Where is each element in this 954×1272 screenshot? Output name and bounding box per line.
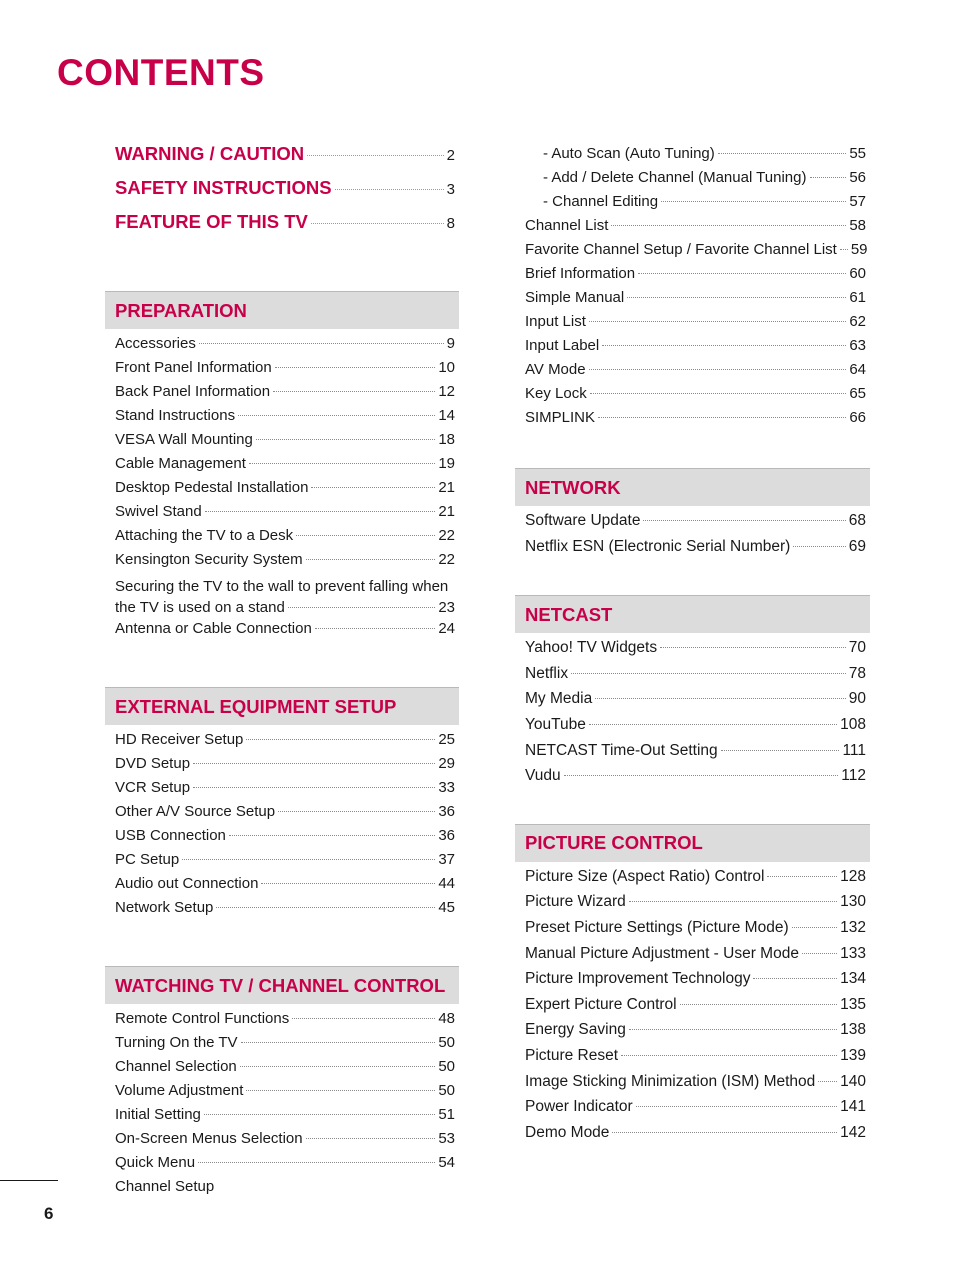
toc-entry[interactable] — [525, 716, 866, 742]
entry-list — [105, 725, 459, 923]
entry-label: USB Connection — [115, 827, 226, 844]
toc-entry[interactable] — [115, 503, 455, 527]
entry-page-number: 25 — [438, 731, 455, 748]
leader-dots — [275, 367, 436, 368]
leader-dots — [629, 901, 837, 902]
leader-dots — [595, 698, 846, 699]
leader-dots — [589, 369, 847, 370]
toc-entry[interactable] — [115, 827, 455, 851]
toc-entry[interactable] — [115, 1010, 455, 1034]
toc-entry[interactable] — [115, 803, 455, 827]
leader-dots — [256, 439, 435, 440]
entry-page-number: 132 — [840, 918, 866, 936]
footer-rule — [0, 1180, 58, 1181]
toc-entry[interactable] — [525, 690, 866, 716]
entry-label: Input List — [525, 313, 586, 330]
entry-label: - Auto Scan (Auto Tuning) — [543, 145, 715, 162]
section-watching-tv — [105, 966, 459, 1202]
entry-page-number: 57 — [849, 193, 866, 210]
entry-page-number: 50 — [438, 1034, 455, 1051]
leader-dots — [216, 907, 435, 908]
toc-entry[interactable] — [115, 1034, 455, 1058]
toc-entry[interactable] — [115, 1106, 455, 1130]
leader-dots — [792, 927, 838, 928]
entry-label: Netflix ESN (Electronic Serial Number) — [525, 537, 791, 555]
entry-page-number: 29 — [438, 755, 455, 772]
entry-label: AV Mode — [525, 361, 586, 378]
toc-entry[interactable] — [525, 289, 866, 313]
leader-dots — [643, 520, 845, 521]
leader-dots — [612, 1132, 837, 1133]
toc-entry[interactable] — [115, 479, 455, 503]
leader-dots — [193, 787, 435, 788]
left-column — [105, 143, 459, 1202]
entry-page-number: 78 — [848, 664, 866, 682]
entry-page-number: 68 — [848, 512, 866, 529]
section-preparation — [105, 291, 459, 644]
entry-page-number: 45 — [438, 899, 455, 916]
entry-label: Desktop Pedestal Installation — [115, 479, 309, 496]
toc-entry[interactable] — [115, 779, 455, 803]
leader-dots — [793, 546, 845, 547]
entry-label: VESA Wall Mounting — [115, 431, 253, 448]
toc-entry[interactable] — [115, 527, 455, 551]
toc-entry[interactable]: Securing the TV to the wall to prevent falling when the TV is used on a stand 23 — [115, 578, 455, 616]
leader-dots — [240, 1066, 436, 1067]
leader-dots — [273, 391, 435, 392]
toc-entry[interactable] — [525, 919, 866, 945]
toc-entry[interactable] — [525, 217, 866, 241]
entry-label: Volume Adjustment — [115, 1082, 244, 1099]
entry-page-number: 66 — [849, 409, 866, 426]
entry-page-number: 70 — [848, 639, 866, 657]
leader-dots — [205, 511, 436, 512]
entry-label: Remote Control Functions — [115, 1010, 290, 1027]
leader-dots — [602, 345, 846, 346]
toc-entry[interactable] — [115, 359, 455, 383]
leader-dots — [590, 393, 847, 394]
toc-entry[interactable] — [115, 1154, 455, 1178]
leader-dots — [307, 155, 444, 156]
section-heading: PICTURE CONTROL — [515, 824, 870, 862]
toc-entry[interactable] — [115, 455, 455, 479]
entry-page-number: 50 — [438, 1082, 455, 1099]
toc-entry[interactable] — [525, 145, 866, 169]
entry-list — [525, 145, 866, 217]
entry-label: DVD Setup — [115, 755, 191, 772]
leader-dots — [193, 763, 435, 764]
entry-page-number: 108 — [840, 715, 866, 733]
leader-dots — [246, 739, 435, 740]
entry-page-number: 53 — [438, 1130, 455, 1147]
entry-page-number: 61 — [849, 289, 866, 306]
leader-dots — [249, 463, 435, 464]
entry-page-number: 21 — [438, 503, 455, 520]
section-external-equipment — [105, 687, 459, 923]
leader-dots — [840, 249, 848, 250]
entry-page-number: 9 — [446, 335, 455, 352]
toc-entry[interactable] — [525, 1098, 866, 1124]
toc-entry[interactable] — [115, 407, 455, 431]
entry-label: Stand Instructions — [115, 407, 236, 424]
entry-list — [515, 506, 870, 563]
toc-entry[interactable] — [115, 731, 455, 755]
entry-page-number: 139 — [840, 1046, 866, 1064]
toc-entry[interactable] — [115, 431, 455, 455]
leader-dots — [296, 535, 435, 536]
leader-dots — [818, 1081, 837, 1082]
entry-page-number: 142 — [840, 1123, 866, 1141]
entry-label: SIMPLINK — [525, 409, 596, 426]
toc-entry[interactable] — [115, 851, 455, 875]
leader-dots — [292, 1018, 435, 1019]
toc-entry[interactable] — [525, 1124, 866, 1150]
entry-page-number: 37 — [438, 851, 455, 868]
leader-dots — [810, 177, 847, 178]
entry-label: Key Lock — [525, 385, 587, 402]
toc-entry[interactable] — [525, 265, 866, 289]
leader-dots — [335, 189, 444, 190]
entry-page-number: 69 — [848, 537, 866, 555]
entry-label: Channel List — [525, 217, 609, 234]
entry-label: Picture Improvement Technology — [525, 970, 751, 988]
toc-entry[interactable] — [525, 361, 866, 385]
toc-entry[interactable] — [525, 241, 866, 265]
entry-label: VCR Setup — [115, 779, 191, 796]
leader-dots — [306, 1138, 436, 1139]
entry-page-number: 90 — [848, 690, 866, 708]
entry-label: Quick Menu — [115, 1154, 196, 1171]
entry-page-number: 58 — [849, 217, 866, 234]
leader-dots — [802, 953, 837, 954]
leader-dots — [288, 607, 435, 608]
entry-page-number: 12 — [438, 383, 455, 400]
leader-dots — [611, 225, 846, 226]
entry-page-number: 36 — [438, 827, 455, 844]
leader-dots — [306, 559, 436, 560]
entry-label: Picture Wizard — [525, 893, 626, 911]
entry-label: Initial Setting — [115, 1106, 201, 1123]
leader-dots — [589, 321, 846, 322]
entry-label: Favorite Channel Setup / Favorite Channel List — [525, 241, 837, 258]
toc-entry[interactable] — [525, 313, 866, 337]
toc-entry[interactable] — [525, 1021, 866, 1047]
leader-dots — [571, 673, 846, 674]
entry-label: Input Label — [525, 337, 600, 354]
entry-label: Expert Picture Control — [525, 995, 677, 1013]
leader-dots — [680, 1004, 838, 1005]
leader-dots — [636, 1106, 837, 1107]
toc-entry[interactable] — [115, 1058, 455, 1082]
entry-label: Brief Information — [525, 265, 636, 282]
entry-label: Manual Picture Adjustment - User Mode — [525, 944, 799, 962]
leader-dots — [182, 859, 435, 860]
toc-entry[interactable] — [525, 868, 866, 894]
entry-page-number: 134 — [840, 970, 866, 988]
toc-entry[interactable] — [525, 337, 866, 361]
entry-list — [515, 633, 870, 793]
entry-label: Network Setup — [115, 899, 214, 916]
leader-dots — [311, 223, 444, 224]
entry-label: Preset Picture Settings (Picture Mode) — [525, 918, 789, 936]
section-heading: NETCAST — [515, 595, 870, 633]
entry-label: Picture Reset — [525, 1046, 619, 1064]
entry-label: Picture Size (Aspect Ratio) Control — [525, 867, 765, 885]
entry-page-number: 21 — [438, 479, 455, 496]
leader-dots — [229, 835, 435, 836]
entry-label: Demo Mode — [525, 1123, 610, 1141]
toc-entry[interactable] — [525, 1073, 866, 1099]
entry-label: Cable Management — [115, 455, 246, 472]
toc-entry[interactable] — [525, 945, 866, 971]
toc-entry[interactable] — [525, 385, 866, 409]
entry-page-number: 60 — [849, 265, 866, 282]
entry-page-number: 135 — [840, 995, 866, 1013]
entry-label: Yahoo! TV Widgets — [525, 639, 658, 657]
toc-entry[interactable] — [525, 767, 866, 793]
leader-dots — [638, 273, 846, 274]
entry-label: Power Indicator — [525, 1098, 633, 1116]
entry-page-number: 50 — [438, 1058, 455, 1075]
toc-entry-safety[interactable]: SAFETY INSTRUCTIONS 3 — [115, 177, 455, 198]
toc-entry[interactable] — [525, 893, 866, 919]
toc-entry[interactable] — [115, 899, 455, 923]
toc-entry-warning[interactable]: WARNING / CAUTION 2 — [115, 143, 455, 164]
entry-label: Channel Selection — [115, 1058, 237, 1075]
entry-page-number: 48 — [438, 1010, 455, 1027]
toc-entry[interactable] — [525, 1047, 866, 1073]
entry-page-number: 14 — [438, 407, 455, 424]
leader-dots — [238, 415, 435, 416]
toc-entry[interactable] — [525, 665, 866, 691]
entry-label: - Channel Editing — [543, 193, 659, 210]
entry-label: - Add / Delete Channel (Manual Tuning) — [543, 169, 807, 186]
toc-entry[interactable] — [525, 538, 866, 564]
toc-entry-feature[interactable]: FEATURE OF THIS TV 8 — [115, 211, 455, 232]
entry-page-number: 64 — [849, 361, 866, 378]
toc-entry[interactable]: Antenna or Cable Connection 24 — [115, 620, 455, 637]
entry-page-number: 128 — [840, 867, 866, 885]
leader-dots — [204, 1114, 435, 1115]
toc-entry[interactable] — [525, 409, 866, 433]
entry-page-number: 22 — [438, 527, 455, 544]
entry-label: Back Panel Information — [115, 383, 271, 400]
entry-page-number: 141 — [840, 1098, 866, 1116]
entry-page-number: 19 — [438, 455, 455, 472]
entry-label: Netflix — [525, 664, 569, 682]
leader-dots — [198, 1162, 435, 1163]
entry-list — [105, 1004, 459, 1202]
entry-label: Audio out Connection — [115, 875, 259, 892]
entry-label: PC Setup — [115, 851, 180, 868]
toc-entry[interactable] — [525, 169, 866, 193]
entry-page-number: 51 — [438, 1106, 455, 1123]
leader-dots — [627, 297, 846, 298]
leader-dots — [621, 1055, 837, 1056]
page-number: 6 — [44, 1204, 54, 1223]
toc-entry[interactable] — [525, 970, 866, 996]
entry-label: Energy Saving — [525, 1021, 626, 1039]
entry-page-number: 55 — [849, 145, 866, 162]
toc-entry[interactable] — [115, 383, 455, 407]
toc-entry[interactable] — [525, 742, 866, 768]
toc-entry[interactable] — [525, 512, 866, 538]
leader-dots — [598, 417, 846, 418]
channel-setup-continued — [515, 145, 870, 433]
section-netcast — [515, 595, 870, 793]
entry-label: Channel Setup — [115, 1178, 215, 1195]
leader-dots — [315, 628, 436, 629]
leader-dots — [629, 1029, 837, 1030]
leader-dots — [661, 201, 846, 202]
section-heading: WATCHING TV / CHANNEL CONTROL — [105, 966, 459, 1004]
toc-entry[interactable] — [115, 755, 455, 779]
entry-page-number: 65 — [849, 385, 866, 402]
entry-label: Accessories — [115, 335, 196, 352]
entry-page-number: 44 — [438, 875, 455, 892]
entry-label: Front Panel Information — [115, 359, 272, 376]
leader-dots — [199, 343, 444, 344]
leader-dots — [278, 811, 435, 812]
leader-dots — [589, 724, 837, 725]
entry-page-number: 130 — [840, 893, 866, 911]
section-picture-control — [515, 824, 870, 1150]
entry-page-number: 138 — [840, 1021, 866, 1039]
entry-page-number: 18 — [438, 431, 455, 448]
entry-page-number: 140 — [840, 1072, 866, 1090]
entry-label: Image Sticking Minimization (ISM) Method — [525, 1072, 816, 1090]
section-network — [515, 468, 870, 563]
entry-page-number: 112 — [841, 767, 866, 785]
entry-label: NETCAST Time-Out Setting — [525, 741, 718, 759]
entry-list — [105, 329, 459, 644]
entry-page-number: 59 — [850, 241, 868, 258]
section-heading: NETWORK — [515, 468, 870, 506]
toc-entry[interactable] — [115, 1130, 455, 1154]
entry-page-number: 22 — [438, 551, 455, 568]
entry-label: YouTube — [525, 715, 586, 733]
entry-label: Swivel Stand — [115, 503, 202, 520]
entry-label: Software Update — [525, 512, 641, 529]
entry-label: Simple Manual — [525, 289, 625, 306]
entry-page-number: 54 — [438, 1154, 455, 1171]
entry-label: Turning On the TV — [115, 1034, 238, 1051]
toc-entry[interactable] — [115, 1082, 455, 1106]
entry-page-number: 10 — [438, 359, 455, 376]
entry-list — [515, 862, 870, 1150]
entry-page-number: 33 — [438, 779, 455, 796]
toc-entry[interactable] — [115, 335, 455, 359]
entry-label: My Media — [525, 690, 593, 708]
entry-page-number: 56 — [849, 169, 866, 186]
entry-page-number: 63 — [849, 337, 866, 354]
right-column — [515, 145, 870, 1149]
entry-label: HD Receiver Setup — [115, 731, 244, 748]
entry-label: Vudu — [525, 767, 561, 785]
entry-label: Kensington Security System — [115, 551, 303, 568]
entry-label: On-Screen Menus Selection — [115, 1130, 303, 1147]
toc-entry-channel-setup[interactable] — [115, 1178, 455, 1202]
page-title: CONTENTS — [57, 52, 265, 93]
leader-dots — [564, 775, 839, 776]
entry-page-number: 62 — [849, 313, 866, 330]
section-heading: EXTERNAL EQUIPMENT SETUP — [105, 687, 459, 725]
top-entries — [105, 143, 459, 245]
entry-label: Other A/V Source Setup — [115, 803, 276, 820]
toc-entry[interactable] — [115, 551, 455, 575]
entry-list — [525, 217, 866, 433]
toc-entry[interactable] — [525, 193, 866, 217]
leader-dots — [718, 153, 847, 154]
leader-dots — [246, 1090, 435, 1091]
leader-dots — [241, 1042, 436, 1043]
leader-dots — [753, 978, 837, 979]
entry-page-number: 111 — [842, 741, 866, 759]
leader-dots — [311, 487, 435, 488]
leader-dots — [721, 750, 840, 751]
leader-dots — [767, 876, 837, 877]
toc-entry[interactable] — [115, 875, 455, 899]
section-heading: PREPARATION — [105, 291, 459, 329]
entry-page-number: 133 — [840, 944, 866, 962]
toc-entry[interactable] — [525, 996, 866, 1022]
leader-dots — [261, 883, 435, 884]
leader-dots — [660, 647, 846, 648]
toc-entry[interactable] — [525, 639, 866, 665]
entry-label: Attaching the TV to a Desk — [115, 527, 294, 544]
entry-page-number: 36 — [438, 803, 455, 820]
